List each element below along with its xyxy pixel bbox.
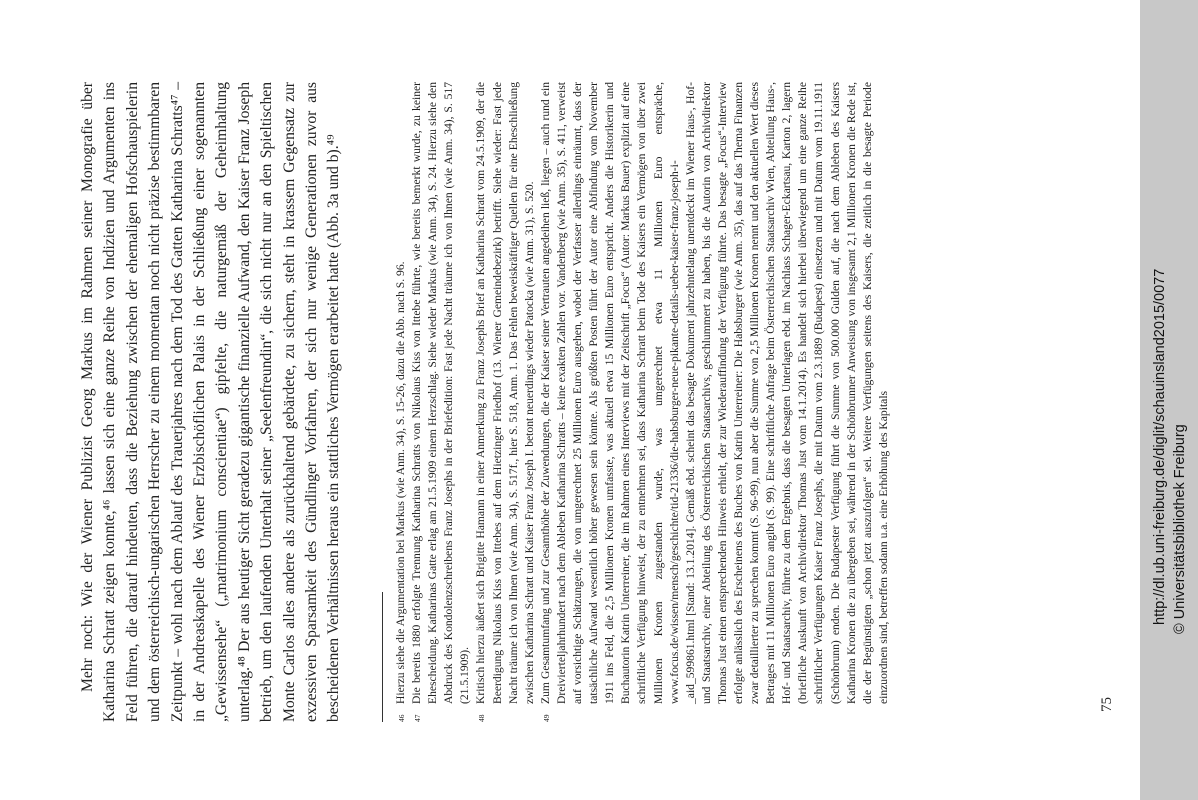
footnote-49	[538, 82, 892, 722]
footnote-text: Hierzu siehe die Argumentation bei Markus (wie Anm. 34), S. 15-26, dazu die Abb. nach S. 96.	[394, 261, 407, 704]
rotated-page	[77, 0, 1137, 722]
footnote-46	[393, 82, 409, 722]
main-text	[77, 82, 346, 722]
copyright-notice: © Universitätsbibliothek Freiburg	[1172, 424, 1188, 634]
footnote-text: Kritisch hierzu äußert sich Brigitte Hamann in einer Anmerkung zu Franz Josephs Brief an Katharina Schratt vom 24.5.1909, der die Beerdigung Nikolaus Kiss von Ittebes auf dem Hietzinger Friedhof (13. Wiener Gemeindebezirk) betrifft. Siehe wieder: Fast jede Nacht träume ich von Ihnen (wie Anm. 34), S. 517f., hier S. 518, Anm. 1. Das Fehlen beweiskräftiger Quellen für eine Eheschließung zwischen Katharina Schratt und Kaiser Franz Joseph I. betont neuerdings wieder Patocka (wie Anm. 31), S. 520.	[474, 82, 536, 704]
page-number: 75	[1099, 697, 1115, 712]
footnotes	[393, 82, 892, 722]
sidebar-text	[1140, 0, 1198, 800]
footnote-text: Die bereits 1880 erfolgte Trennung Katharina Schratts von Nikolaus Kiss von Ittebe führte, wie bereits bemerkt wurde, zu keiner Ehescheidung. Katharinas Gatte erlag am 21.5.1909 einem Herzschlag. Siehe wieder Markus (wie Anm. 34), S. 24. Hierzu siehe den Abdruck des Kondolenzschreibens Franz Josephs in der Briefedition: Fast jede Nacht träume ich von Ihnen (wie Anm. 34), S. 517 (21.5.1909).	[410, 82, 472, 704]
footnote-number: 46	[397, 714, 406, 722]
footnote-number: 47	[413, 714, 423, 722]
permalink-url[interactable]: http://dl.ub.uni-freiburg.de/diglit/schauinsland2015/0077	[1152, 268, 1168, 625]
body-paragraph: Mehr noch: Wie der Wiener Publizist Georg Markus im Rahmen seiner Monografie über Katharina Schratt zeigen konnte,⁴⁶ lassen sich eine ganze Reihe von Indizien und Argumenten ins Feld führen, die darauf hindeuten, dass die Beziehung zwischen der ehemaligen Hofschauspielerin und dem österreichisch-ungarischen Herrscher zu einem momentan noch nicht präzise bestimmbaren Zeitpunkt – wohl nach dem Ablauf des Trauerjahres nach dem Tod des Gatten Katharina Schratts⁴⁷ – in der Andreaskapelle des Wiener Erzbischöflichen Palais in der Schließung einer sogenannten „Gewissensehe“ („matrimonium conscientiae“) gipfelte, die naturgemäß der Geheimhaltung unterlag.⁴⁸ Der aus heutiger Sicht geradezu gigantische finanzielle Aufwand, den Kaiser Franz Joseph betrieb, um den laufenden Unterhalt seiner „Seelenfreundin“, die sich nicht nur an den Spieltischen Monte Carlos alles andere als zurückhaltend gebärdete, zu sichern, steht in krassem Gegensatz zur exzessiven Sparsamkeit des Gündlinger Vorfahren, der sich nur wenige Generationen zuvor aus bescheidenen Verhältnissen heraus ein stattliches Vermögen erarbeitet hatte (Abb. 3a und b).⁴⁹	[79, 82, 343, 722]
footnote-text: Zum Gesamtumfang und zur Gesamthöhe der Zuwendungen, die der Kaiser seiner Vertrauten angedeihen ließ, liegen – auch rund ein Dreivierteljahrhundert nach dem Ableben Katharina Schratts – keine exakten Zahlen vor. Vandenberg (wie Anm. 35), S. 411, verweist auf vorsichtige Schätzungen, die von umgerechnet 25 Millionen Euro ausgehen, wobei der Verfasser allerdings einräumt, dass der tatsächliche Aufwand wesentlich höher gewesen sein könnte. Als größten Posten führt der Autor eine Abfindung vom November 1911 ins Feld, die 2,5 Millionen Kronen umfasste, was aktuell etwa 15 Millionen Euro entspricht. Anders die Historikerin und Buchautorin Katrin Unterreiner, die im Rahmen eines Interviews mit der Zeitschrift „Focus“ (Autor: Markus Bauer) explizit auf eine schriftliche Verfügung hinweist, der zu entnehmen sei, dass Katharina Schratt beim Tode des Kaisers ein Vermögen von über zwei Millionen Kronen zugestanden wurde, was umgerechnet etwa 11 Millionen Euro entspräche, www.focus.de/wissen/mensch/geschichte/tid-21336/die-habsburger-neue-pikante-details-ueber-kaiser-franz-joseph-i-_aid_599861.html [Stand: 13.1.2014]. Gemäß ebd. scheint das besagte Dokument jahrzehntelang unentdeckt im Wiener Haus-, Hof- und Staatsarchiv, einer Abteilung des Österreichischen Staatsarchivs, geschlummert zu haben, bis die Autorin von Archivdirektor Thomas Just einen entsprechenden Hinweis erhielt, der zur Wiederauffindung der Verfügung führte. Das besagte „Focus“-Interview erfolgte anlässlich des Erscheinens des Buches von Katrin Unterreiner: Die Habsburger (wie Anm. 35), das auf das Thema Finanzen zwar detaillierter zu sprechen kommt (S. 96-99), nun aber die Summe von 2,5 Millionen Kronen nennt und den aktuellen Wert dieses Betrages mit 11 Millionen Euro angibt (S. 99). Eine schriftliche Anfrage beim Österreichischen Staatsarchiv Wien, Abteilung Haus-, Hof- und Staatsarchiv, führte zu dem Ergebnis, dass die besagten Unterlagen ebd. im Nachlass Schager-Eckartsau, Karton 2, lagern (briefliche Auskunft von Archivdirektor Thomas Just vom 14.1.2014). Es handelt sich hierbei überwiegend um eine ganze Reihe schriftlicher Verfügungen Kaiser Franz Josephs, die mit Datum vom 2.3.1889 (Budapest) einsetzen und mit Datum vom 19.11.1911 (Schönbrunn) enden. Die Budapester Verfügung führt die Summe von 500.000 Gulden auf, die nach dem Ableben des Kaisers Katharina Kronen die zu übergeben sei, während in der Schönbrunner Anweisung von insgesamt 2,1 Millionen Kronen die Rede ist, die der Begünstigten „schon jetzt auszufolgen“ sei. Weitere Verfügungen seitens des Kaisers, die zeitlich in die besagte Periode einzuordnen sind, betreffen sodann u.a. eine Erhöhung des Kapitals	[538, 82, 890, 704]
footnote-number: 48	[477, 714, 487, 722]
library-sidebar	[1140, 0, 1198, 800]
footnote-number: 49	[541, 714, 551, 722]
footnote-48	[473, 82, 537, 722]
footnote-47	[409, 82, 473, 722]
footnote-rule	[382, 592, 383, 722]
